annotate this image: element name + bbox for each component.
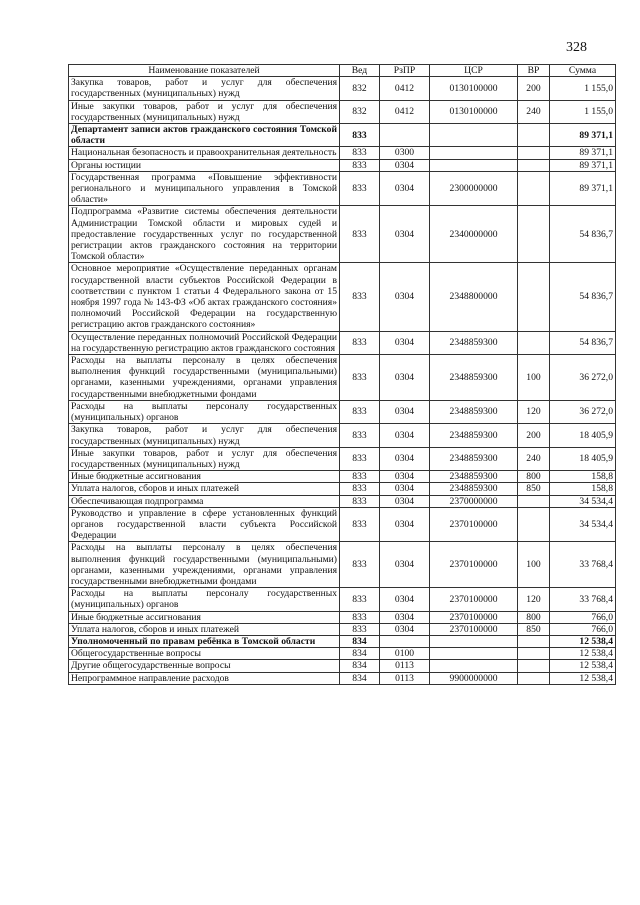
cell-sum: 12 538,4 [550, 648, 616, 660]
header-vr: ВР [518, 65, 550, 77]
cell-csr [430, 159, 518, 171]
cell-rzpr: 0412 [380, 100, 430, 123]
cell-csr: 2348859300 [430, 400, 518, 423]
cell-ved: 833 [340, 542, 380, 588]
cell-vr: 800 [518, 471, 550, 483]
cell-sum: 89 371,1 [550, 171, 616, 206]
cell-csr: 2348859300 [430, 424, 518, 447]
table-row [69, 507, 616, 542]
cell-csr: 2370100000 [430, 507, 518, 542]
table-row [69, 124, 616, 147]
cell-name: Департамент записи актов гражданского состояния Томской области [69, 124, 340, 147]
cell-rzpr: 0100 [380, 648, 430, 660]
cell-sum: 89 371,1 [550, 159, 616, 171]
cell-csr [430, 124, 518, 147]
cell-csr [430, 147, 518, 159]
table-row [69, 400, 616, 423]
cell-csr: 2370100000 [430, 588, 518, 611]
table-row [69, 623, 616, 635]
table-row [69, 77, 616, 100]
cell-ved: 833 [340, 159, 380, 171]
cell-sum: 34 534,4 [550, 507, 616, 542]
cell-sum: 18 405,9 [550, 447, 616, 470]
cell-rzpr: 0304 [380, 611, 430, 623]
cell-ved: 833 [340, 588, 380, 611]
cell-rzpr: 0304 [380, 495, 430, 507]
cell-name: Уполномоченный по правам ребёнка в Томской области [69, 635, 340, 647]
table-row [69, 542, 616, 588]
cell-vr [518, 124, 550, 147]
cell-name: Государственная программа «Повышение эффективности регионального и муниципального управления в Томской области» [69, 171, 340, 206]
cell-vr [518, 159, 550, 171]
cell-sum: 158,8 [550, 471, 616, 483]
cell-vr: 120 [518, 400, 550, 423]
table-row [69, 471, 616, 483]
cell-vr [518, 507, 550, 542]
cell-vr: 240 [518, 447, 550, 470]
cell-rzpr: 0304 [380, 159, 430, 171]
cell-csr: 9900000000 [430, 672, 518, 684]
cell-sum: 766,0 [550, 611, 616, 623]
cell-vr: 850 [518, 483, 550, 495]
cell-rzpr: 0304 [380, 206, 430, 263]
cell-csr: 2348800000 [430, 263, 518, 331]
table-row [69, 447, 616, 470]
table-row [69, 648, 616, 660]
cell-name: Осуществление переданных полномочий Российской Федерации на государственную регистрацию актов гражданского состояния [69, 331, 340, 354]
cell-name: Иные закупки товаров, работ и услуг для обеспечения государственных (муниципальных) нужд [69, 447, 340, 470]
cell-ved: 832 [340, 77, 380, 100]
header-ved: Вед [340, 65, 380, 77]
cell-name: Расходы на выплаты персоналу государственных (муниципальных) органов [69, 400, 340, 423]
header-name: Наименование показателей [69, 65, 340, 77]
cell-ved: 833 [340, 424, 380, 447]
cell-csr: 2348859300 [430, 331, 518, 354]
cell-vr: 120 [518, 588, 550, 611]
table-row [69, 159, 616, 171]
cell-csr: 0130100000 [430, 100, 518, 123]
cell-csr: 2370100000 [430, 542, 518, 588]
cell-rzpr: 0412 [380, 77, 430, 100]
cell-name: Иные бюджетные ассигнования [69, 611, 340, 623]
cell-sum: 89 371,1 [550, 124, 616, 147]
header-csr: ЦСР [430, 65, 518, 77]
cell-rzpr: 0113 [380, 660, 430, 672]
cell-sum: 54 836,7 [550, 263, 616, 331]
cell-name: Основное мероприятие «Осуществление переданных органам государственной власти субъектов Российской Федерации в соответствии с пунктом 1 статьи 4 Федерального закона от 15 ноября 1997 года № 143-ФЗ «Об актах гражданского состояния» полномочий Российской Федерации на государственную регистрацию актов гражданского состояния» [69, 263, 340, 331]
cell-name: Расходы на выплаты персоналу в целях обеспечения выполнения функций государственными (муниципальными) органами, казенными учреждениями, органами управления государственными внебюджетными фондами [69, 355, 340, 401]
cell-ved: 833 [340, 171, 380, 206]
cell-vr: 240 [518, 100, 550, 123]
cell-rzpr: 0304 [380, 171, 430, 206]
cell-csr: 2370100000 [430, 611, 518, 623]
cell-sum: 36 272,0 [550, 355, 616, 401]
cell-name: Непрограммное направление расходов [69, 672, 340, 684]
page-number: 328 [566, 40, 587, 55]
cell-vr [518, 171, 550, 206]
cell-rzpr [380, 635, 430, 647]
cell-csr: 0130100000 [430, 77, 518, 100]
table-row [69, 483, 616, 495]
table-row [69, 171, 616, 206]
cell-csr: 2348859300 [430, 447, 518, 470]
cell-csr [430, 635, 518, 647]
cell-rzpr: 0304 [380, 447, 430, 470]
table-row [69, 660, 616, 672]
cell-name: Уплата налогов, сборов и иных платежей [69, 623, 340, 635]
cell-sum: 33 768,4 [550, 542, 616, 588]
cell-rzpr: 0304 [380, 400, 430, 423]
cell-name: Иные закупки товаров, работ и услуг для обеспечения государственных (муниципальных) нужд [69, 100, 340, 123]
cell-name: Закупка товаров, работ и услуг для обеспечения государственных (муниципальных) нужд [69, 77, 340, 100]
cell-sum: 12 538,4 [550, 635, 616, 647]
cell-ved: 833 [340, 263, 380, 331]
cell-ved: 834 [340, 660, 380, 672]
table-row [69, 263, 616, 331]
cell-ved: 833 [340, 483, 380, 495]
cell-csr: 2370100000 [430, 623, 518, 635]
cell-rzpr: 0304 [380, 623, 430, 635]
cell-rzpr: 0304 [380, 331, 430, 354]
cell-sum: 34 534,4 [550, 495, 616, 507]
table-row [69, 635, 616, 647]
cell-ved: 833 [340, 331, 380, 354]
cell-rzpr: 0304 [380, 483, 430, 495]
cell-vr: 200 [518, 77, 550, 100]
cell-ved: 834 [340, 648, 380, 660]
cell-rzpr: 0304 [380, 263, 430, 331]
cell-vr: 100 [518, 355, 550, 401]
table-row [69, 331, 616, 354]
cell-csr: 2370000000 [430, 495, 518, 507]
cell-csr: 2348859300 [430, 355, 518, 401]
cell-sum: 1 155,0 [550, 100, 616, 123]
cell-vr: 200 [518, 424, 550, 447]
cell-rzpr: 0300 [380, 147, 430, 159]
cell-ved: 834 [340, 672, 380, 684]
cell-ved: 833 [340, 124, 380, 147]
cell-rzpr: 0304 [380, 424, 430, 447]
table-row [69, 100, 616, 123]
cell-vr [518, 495, 550, 507]
cell-name: Органы юстиции [69, 159, 340, 171]
cell-csr: 2348859300 [430, 483, 518, 495]
cell-vr: 100 [518, 542, 550, 588]
cell-sum: 36 272,0 [550, 400, 616, 423]
cell-rzpr: 0304 [380, 542, 430, 588]
cell-vr [518, 147, 550, 159]
cell-sum: 12 538,4 [550, 672, 616, 684]
cell-ved: 833 [340, 447, 380, 470]
cell-name: Общегосударственные вопросы [69, 648, 340, 660]
cell-sum: 89 371,1 [550, 147, 616, 159]
cell-sum: 12 538,4 [550, 660, 616, 672]
cell-vr [518, 331, 550, 354]
cell-ved: 833 [340, 355, 380, 401]
cell-ved: 832 [340, 100, 380, 123]
table-row [69, 355, 616, 401]
cell-name: Расходы на выплаты персоналу в целях обеспечения выполнения функций государственными (муниципальными) органами, казенными учреждениями, органами управления государственными внебюджетными фондами [69, 542, 340, 588]
cell-csr: 2300000000 [430, 171, 518, 206]
header-sum: Сумма [550, 65, 616, 77]
table-row [69, 588, 616, 611]
cell-name: Иные бюджетные ассигнования [69, 471, 340, 483]
cell-vr [518, 206, 550, 263]
table-row [69, 206, 616, 263]
cell-name: Закупка товаров, работ и услуг для обеспечения государственных (муниципальных) нужд [69, 424, 340, 447]
cell-ved: 833 [340, 611, 380, 623]
cell-ved: 834 [340, 635, 380, 647]
table-row [69, 424, 616, 447]
cell-sum: 54 836,7 [550, 331, 616, 354]
cell-csr [430, 648, 518, 660]
cell-sum: 33 768,4 [550, 588, 616, 611]
cell-name: Руководство и управление в сфере установленных функций органов государственной власти субъекта Российской Федерации [69, 507, 340, 542]
cell-sum: 54 836,7 [550, 206, 616, 263]
cell-rzpr: 0304 [380, 588, 430, 611]
cell-vr [518, 648, 550, 660]
table-row [69, 495, 616, 507]
cell-ved: 833 [340, 623, 380, 635]
cell-vr: 850 [518, 623, 550, 635]
cell-vr: 800 [518, 611, 550, 623]
cell-sum: 1 155,0 [550, 77, 616, 100]
cell-sum: 158,8 [550, 483, 616, 495]
table-row [69, 672, 616, 684]
budget-table [68, 64, 616, 685]
table-header-row [69, 65, 616, 77]
cell-rzpr: 0304 [380, 355, 430, 401]
cell-vr [518, 672, 550, 684]
table-row [69, 147, 616, 159]
cell-vr [518, 635, 550, 647]
cell-rzpr: 0304 [380, 471, 430, 483]
table-body [69, 77, 616, 685]
cell-csr: 2348859300 [430, 471, 518, 483]
cell-name: Уплата налогов, сборов и иных платежей [69, 483, 340, 495]
cell-name: Подпрограмма «Развитие системы обеспечения деятельности Администрации Томской области и мировых судей и предоставление государственных услуг по государственной регистрации актов гражданского состояния на территории Томской области» [69, 206, 340, 263]
cell-name: Обеспечивающая подпрограмма [69, 495, 340, 507]
cell-name: Расходы на выплаты персоналу государственных (муниципальных) органов [69, 588, 340, 611]
cell-sum: 766,0 [550, 623, 616, 635]
cell-name: Национальная безопасность и правоохранительная деятельность [69, 147, 340, 159]
cell-rzpr: 0113 [380, 672, 430, 684]
header-rzpr: РзПР [380, 65, 430, 77]
cell-csr [430, 660, 518, 672]
cell-rzpr [380, 124, 430, 147]
cell-ved: 833 [340, 507, 380, 542]
cell-vr [518, 263, 550, 331]
cell-ved: 833 [340, 400, 380, 423]
table-row [69, 611, 616, 623]
cell-ved: 833 [340, 471, 380, 483]
cell-ved: 833 [340, 206, 380, 263]
cell-sum: 18 405,9 [550, 424, 616, 447]
cell-ved: 833 [340, 495, 380, 507]
cell-rzpr: 0304 [380, 507, 430, 542]
cell-vr [518, 660, 550, 672]
cell-name: Другие общегосударственные вопросы [69, 660, 340, 672]
cell-csr: 2340000000 [430, 206, 518, 263]
cell-ved: 833 [340, 147, 380, 159]
